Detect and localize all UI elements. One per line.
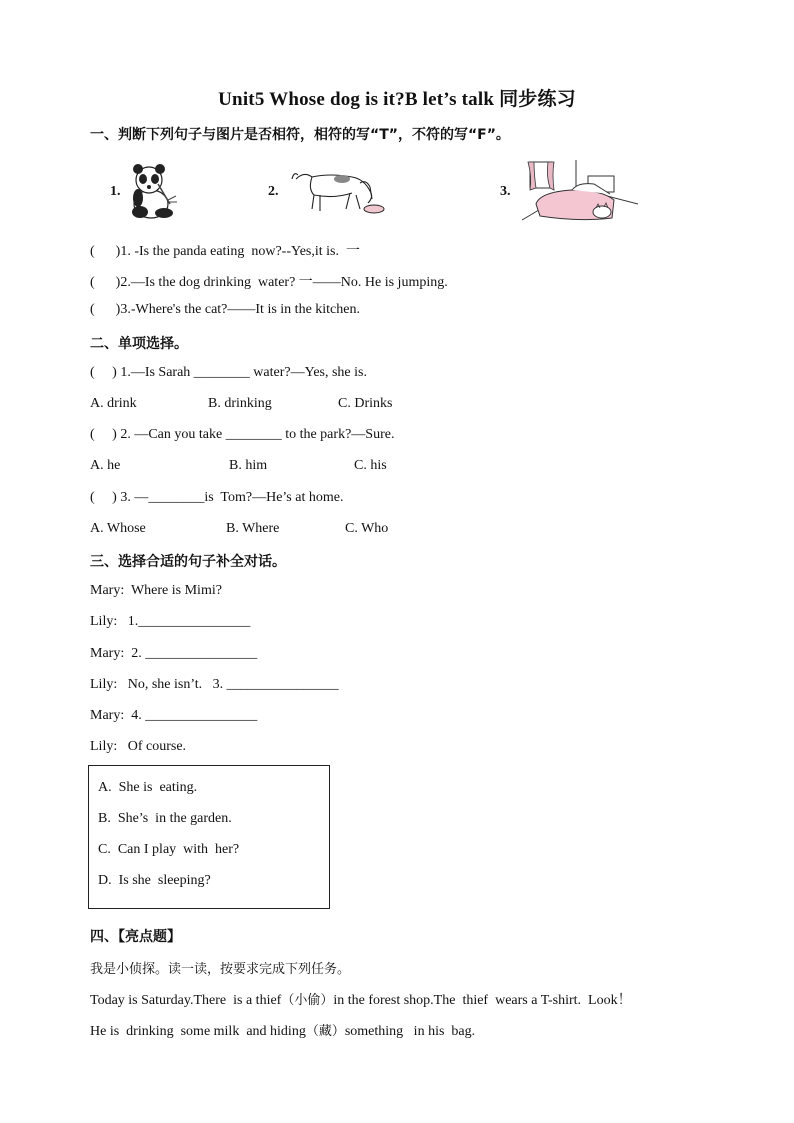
- part2-question-3: ( ) 3. —________is Tom?—He’s at home.: [90, 490, 344, 505]
- answer-options-box: [88, 765, 330, 909]
- answer-option-a: A. She is eating.: [98, 780, 198, 795]
- story-line-1-gloss: （小偷）: [281, 993, 334, 1008]
- part4-heading: 四、【亮点题】: [90, 929, 181, 945]
- story-line-2-part-a: He is drinking some milk and hiding: [90, 1024, 306, 1039]
- part2-heading: 二、单项选择。: [90, 336, 188, 352]
- pic-number-3: 3.: [500, 184, 511, 199]
- part1-item-2: ( )2.—Is the dog drinking water? 一——No. He is jumping.: [90, 275, 448, 290]
- dog-drinking-picture: [290, 165, 390, 217]
- answer-option-b: B. She’s in the garden.: [98, 811, 232, 826]
- dialogue-line-3: Mary: 2. ________________: [90, 646, 258, 661]
- answer-option-c: C. Can I play with her?: [98, 842, 240, 857]
- q3-option-b: B. Where: [226, 521, 280, 536]
- dialogue-line-6: Lily: Of course.: [90, 739, 187, 754]
- part1-item-3: ( )3.-Where's the cat?——It is in the kitchen.: [90, 302, 360, 317]
- q2-option-a: A. he: [90, 458, 121, 473]
- pic-number-1: 1.: [110, 184, 121, 199]
- dialogue-line-2: Lily: 1.________________: [90, 614, 251, 629]
- page-title: Unit5 Whose dog is it?B let’s talk 同步练习: [218, 89, 576, 110]
- part4-instruction: 我是小侦探。读一读，按要求完成下列任务。: [90, 962, 351, 977]
- panda-picture: [124, 162, 180, 222]
- q3-option-a: A. Whose: [90, 521, 146, 536]
- story-line-1-part-c: in the forest shop.The thief wears a T-shirt. Look！: [333, 993, 632, 1008]
- story-line-2-part-c: something in his bag.: [344, 1024, 476, 1039]
- part1-item-1: ( )1. -Is the panda eating now?--Yes,it is. 一: [90, 244, 360, 259]
- answer-option-d: D. Is she sleeping?: [98, 873, 211, 888]
- part1-heading: 一、判断下列句子与图片是否相符，相符的写“T”，不符的写“F”。: [90, 127, 510, 143]
- part3-heading: 三、选择合适的句子补全对话。: [90, 554, 286, 570]
- q1-option-a: A. drink: [90, 396, 137, 411]
- q1-option-c: C. Drinks: [338, 396, 393, 411]
- pic-number-2: 2.: [268, 184, 279, 199]
- dialogue-line-4: Lily: No, she isn’t. 3. ________________: [90, 677, 339, 692]
- part2-question-2: ( ) 2. —Can you take ________ to the park?—Sure.: [90, 427, 395, 442]
- story-line-2-gloss: （藏）: [305, 1024, 345, 1039]
- q2-option-c: C. his: [354, 458, 387, 473]
- q1-option-b: B. drinking: [208, 396, 272, 411]
- story-line-2: [90, 1020, 475, 1040]
- story-line-1: [90, 989, 632, 1009]
- dialogue-line-5: Mary: 4. ________________: [90, 708, 258, 723]
- q3-option-c: C. Who: [345, 521, 389, 536]
- part2-question-1: ( ) 1.—Is Sarah ________ water?—Yes, she is.: [90, 365, 367, 380]
- story-line-1-part-a: Today is Saturday.There is a thief: [90, 993, 282, 1008]
- cat-on-bed-picture: [518, 158, 640, 224]
- q2-option-b: B. him: [229, 458, 268, 473]
- dialogue-line-1: Mary: Where is Mimi?: [90, 583, 222, 598]
